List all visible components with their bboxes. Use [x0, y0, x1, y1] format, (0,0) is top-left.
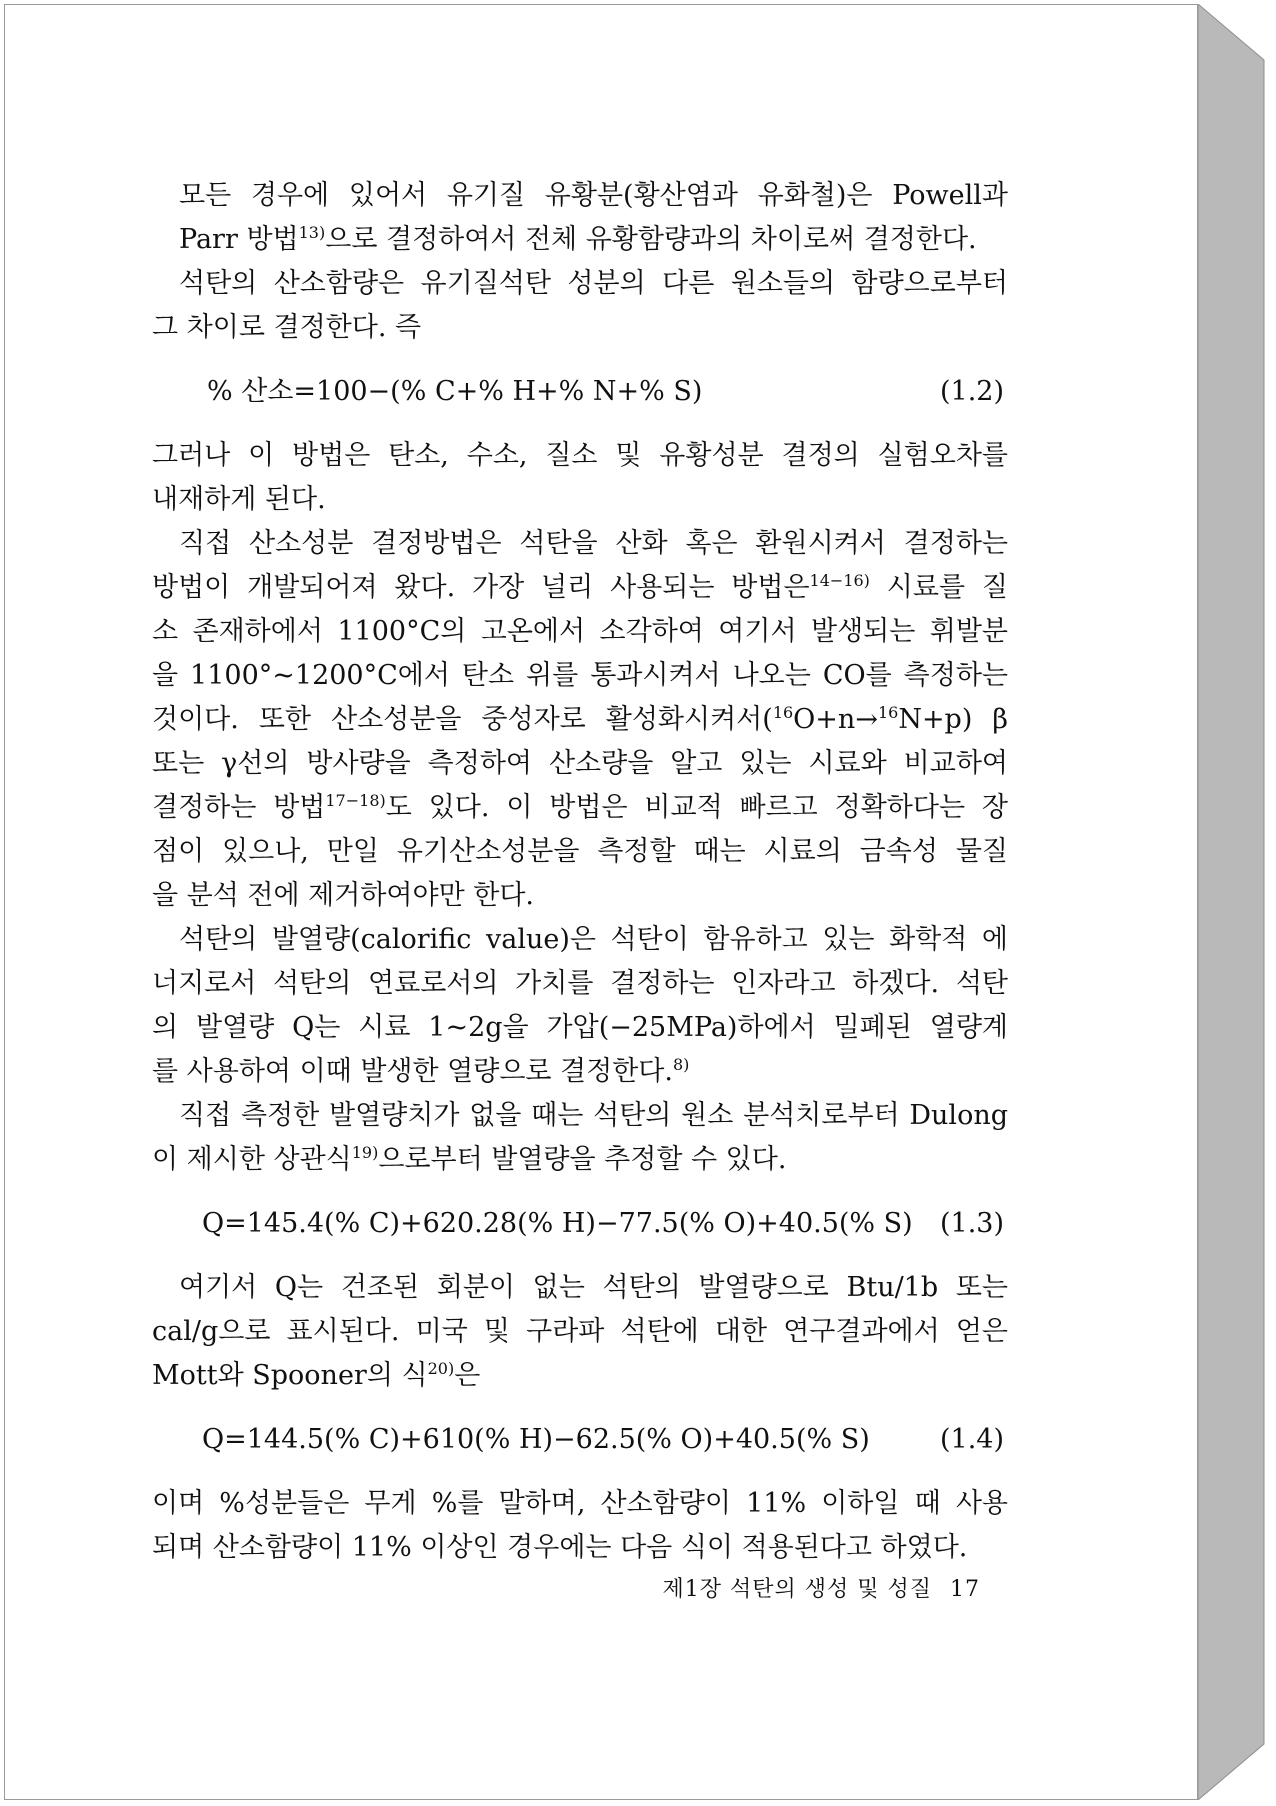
footnote-ref: 14−16) [809, 571, 870, 590]
text-line: 모든 경우에 있어서 유기질 유황분(황산염과 유화철)은 Powell과 [179, 180, 1008, 211]
text-line [152, 566, 1008, 610]
text-run: Mott와 Spooner의 식 [152, 1360, 428, 1391]
paragraph-7 [152, 1266, 1008, 1398]
text-line: 내재하게 된다. [152, 484, 326, 515]
text-run: O+n→ [793, 704, 878, 735]
text-line: 소 존재하에서 1100°C의 고온에서 소각하여 여기서 발생되는 휘발분 [152, 616, 1008, 647]
text-line: 되며 산소함량이 11% 이상인 경우에는 다음 식이 적용된다고 하였다. [152, 1532, 968, 1563]
page-edge-shadow [1198, 4, 1268, 1800]
footnote-ref: 17−18) [325, 791, 386, 810]
paragraph-8 [152, 1482, 1008, 1570]
equation-number: (1.4) [939, 1424, 1004, 1455]
equation-number: (1.2) [939, 376, 1004, 407]
footnote-ref: 13) [298, 223, 326, 242]
text-line: 의 발열량 Q는 시료 1~2g을 가압(−25MPa)하에서 밀폐된 열량계 [152, 1012, 1008, 1043]
text-run: 으로 결정하여서 전체 유황함량과의 차이로써 결정한다. [325, 224, 977, 255]
equation-formula: % 산소=100−(% C+% H+% N+% S) [207, 376, 703, 407]
text-run: Parr 방법 [179, 224, 299, 255]
text-line: 을 1100°~1200°C에서 탄소 위를 통과시켜서 나오는 CO를 측정하는 [152, 660, 1008, 691]
footnote-ref: 20) [427, 1359, 455, 1378]
text-run: 를 사용하여 이때 발생한 열량으로 결정한다. [152, 1056, 673, 1087]
text-line [152, 1138, 1008, 1182]
text-line: cal/g으로 표시된다. 미국 및 구라파 석탄에 대한 연구결과에서 얻은 [152, 1316, 1008, 1347]
text-line: 너지로서 석탄의 연료로서의 가치를 결정하는 인자라고 하겠다. 석탄 [152, 968, 1008, 999]
equation-number: (1.3) [939, 1208, 1004, 1239]
paragraph-1 [152, 174, 1008, 262]
text-run: 결정하는 방법 [152, 792, 326, 823]
text-run: 으로부터 발열량을 추정할 수 있다. [378, 1144, 787, 1175]
text-line: 이며 %성분들은 무게 %를 말하며, 산소함량이 11% 이하일 때 사용 [152, 1488, 1008, 1519]
footnote-ref: 19) [351, 1143, 379, 1162]
text-line [152, 698, 1008, 742]
equation-formula: Q=145.4(% C)+620.28(% H)−77.5(% O)+40.5(% S) [202, 1208, 913, 1239]
text-line: 그러나 이 방법은 탄소, 수소, 질소 및 유황성분 결정의 실험오차를 [152, 440, 1008, 471]
equation-1-2 [152, 370, 1008, 414]
paragraph-5 [152, 918, 1008, 1094]
text-line: 여기서 Q는 건조된 회분이 없는 석탄의 발열량으로 Btu/1b 또는 [179, 1272, 1008, 1303]
text-line: 그 차이로 결정한다. 즉 [152, 312, 422, 343]
text-run: N+p) β [898, 704, 1008, 735]
paragraph-2 [152, 262, 1008, 350]
equation-formula: Q=144.5(% C)+610(% H)−62.5(% O)+40.5(% S) [202, 1424, 870, 1455]
text-line: 점이 있으나, 만일 유기산소성분을 측정할 때는 시료의 금속성 물질 [152, 836, 1008, 867]
text-run: 방법이 개발되어져 왔다. 가장 널리 사용되는 방법은 [152, 572, 810, 603]
text-run: 것이다. 또한 산소성분을 중성자로 활성화시켜서( [152, 704, 773, 735]
text-run: 시료를 질 [869, 572, 1008, 603]
isotope-mass: 16 [877, 703, 899, 722]
paragraph-4 [152, 522, 1008, 918]
running-title: 제1장 석탄의 생성 및 성질 [662, 1577, 932, 1602]
text-line: 직접 측정한 발열량치가 없을 때는 석탄의 원소 분석치로부터 Dulong [179, 1100, 1008, 1131]
text-run: 이 제시한 상관식 [152, 1144, 352, 1175]
text-run: 은 [454, 1360, 481, 1391]
equation-1-4 [152, 1418, 1008, 1462]
running-footer [610, 1572, 980, 1603]
isotope-mass: 16 [772, 703, 794, 722]
equation-1-3 [152, 1202, 1008, 1246]
text-line [152, 218, 1008, 262]
text-line: 또는 γ선의 방사량을 측정하여 산소량을 알고 있는 시료와 비교하여 [152, 748, 1008, 779]
text-line: 석탄의 발열량(calorific value)은 석탄이 함유하고 있는 화학적 에 [179, 924, 1008, 955]
paragraph-3 [152, 434, 1008, 522]
body-text [152, 174, 1008, 1570]
text-run: 도 있다. 이 방법은 비교적 빠르고 정확하다는 장 [385, 792, 1009, 823]
text-line: 을 분석 전에 제거하여야만 한다. [152, 880, 534, 911]
paragraph-6 [152, 1094, 1008, 1182]
page-number: 17 [950, 1577, 980, 1602]
text-line [152, 1050, 1008, 1094]
text-line [152, 1354, 1008, 1398]
text-line [152, 786, 1008, 830]
footnote-ref: 8) [672, 1055, 690, 1074]
text-line: 직접 산소성분 결정방법은 석탄을 산화 혹은 환원시켜서 결정하는 [179, 528, 1008, 559]
text-line: 석탄의 산소함량은 유기질석탄 성분의 다른 원소들의 함량으로부터 [179, 268, 1008, 299]
